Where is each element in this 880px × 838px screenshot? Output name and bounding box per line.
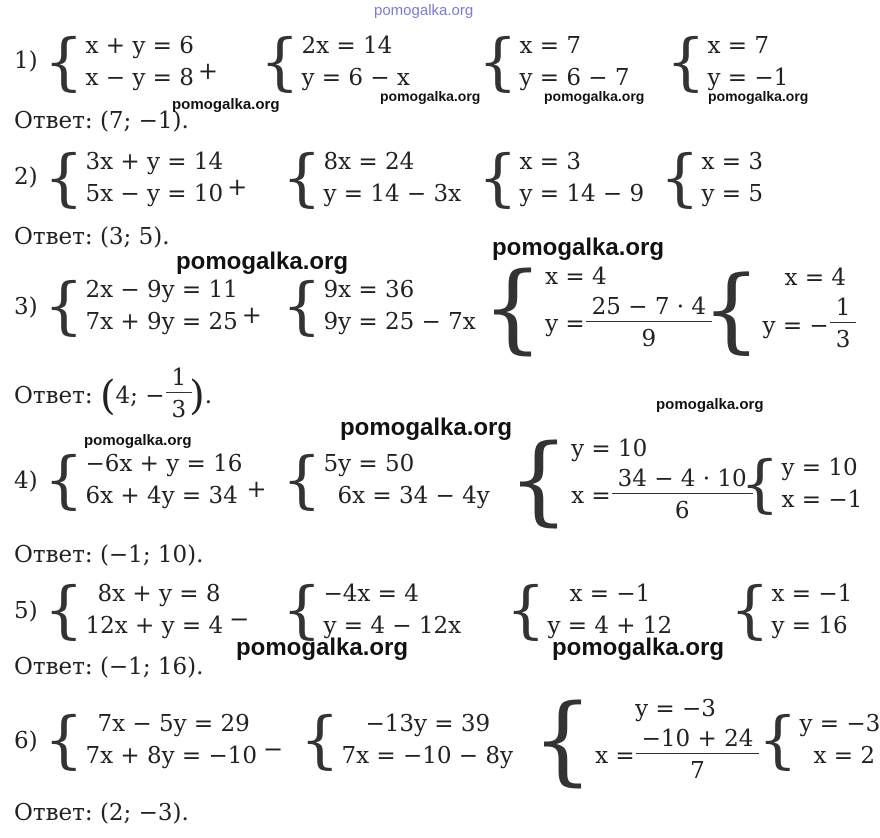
brace-icon: { [44,25,84,98]
problem-3-system-3: { x = 4 y = $\frac{25 - 7 \cdot 4}{9}$ [482,260,709,356]
watermark: pomogalka.org [492,234,665,261]
watermark-top: pomogalka.org [374,2,474,19]
problem-5-number: 5) [14,598,38,624]
problem-1-system-3: { x = 7 y = 6 − 7 [478,25,630,98]
problem-6-system-4: { y = −3 x = 2 [758,703,880,776]
watermark: pomogalka.org [176,248,349,275]
problem-1-system-2: { 2x = 14 y = 6 − x [260,25,410,98]
problem-4-system-2: { 5y = 50 6x = 34 − 4y [282,443,490,516]
problem-5-system-1: { 8x + y = 8 12x + y = 4 − [44,573,250,646]
problem-3-system-4: { x = 4 y = − $\frac{1}{3}$ [702,262,853,357]
problem-6-system-1: { 7x − 5y = 29 7x + 8y = −10 − [44,703,284,776]
fraction: $\frac{25 - 7 \cdot 4}{9}$ [589,293,709,356]
problem-6-number: 6) [14,728,38,754]
answer-3: Ответ: ( 4; − $\frac{1}{3}$ ) . [14,364,212,427]
answer-2: Ответ: (3; 5). [14,224,170,250]
fraction: $\frac{-10 + 24}{7}$ [639,725,757,788]
problem-3-number: 3) [14,294,38,320]
problem-4-number: 4) [14,468,38,494]
fraction: $\frac{1}{3}$ [833,294,854,357]
watermark: pomogalka.org [656,396,764,413]
problem-2-system-4: { x = 3 y = 5 [660,141,763,214]
problem-2-system-1: { 3x + y = 14 5x − y = 10 + [44,141,248,214]
problem-2-system-2: { 8x = 24 y = 14 − 3x [282,141,462,214]
problem-5-system-4: { x = −1 y = 16 [730,573,853,646]
problem-1-system-4: { x = 7 y = −1 [666,25,789,98]
problem-5-system-2: { −4x = 4 y = 4 − 12x [282,573,462,646]
watermark: pomogalka.org [172,96,280,113]
problem-5-system-3: { x = −1 y = 4 + 12 [506,573,673,646]
watermark: pomogalka.org [340,414,513,441]
watermark: pomogalka.org [84,432,192,449]
watermark: pomogalka.org [380,88,481,104]
problem-3-system-2: { 9x = 36 9y = 25 − 7x [282,269,476,342]
watermark: pomogalka.org [236,634,409,661]
fraction: $\frac{1}{3}$ [169,364,190,427]
fraction: $\frac{34 - 4 \cdot 10}{6}$ [615,465,750,528]
problem-3-system-1: { 2x − 9y = 11 7x + 9y = 25 + [44,269,262,342]
answer-6: Ответ: (2; −3). [14,800,189,826]
problem-6-system-2: { −13y = 39 7x = −10 − 8y [300,703,514,776]
watermark: pomogalka.org [552,634,725,661]
problem-4-system-1: { −6x + y = 16 6x + 4y = 34 + [44,443,267,516]
problem-2-system-3: { x = 3 y = 14 − 9 [478,141,645,214]
problem-4-system-4: { y = 10 x = −1 [740,447,863,520]
answer-4: Ответ: (−1; 10). [14,542,204,568]
problem-6-system-3: { y = −3 x = $\frac{-10 + 24}{7}$ [532,692,756,788]
answer-1: Ответ: (7; −1). [14,108,189,134]
watermark: pomogalka.org [544,88,645,104]
watermark: pomogalka.org [708,88,809,104]
problem-2-number: 2) [14,164,38,190]
answer-5: Ответ: (−1; 16). [14,654,204,680]
problem-1-number: 1) [14,48,38,74]
problem-1-system-1: { x + y = 6 x − y = 8 + [44,25,218,98]
problem-4-system-3: { y = 10 x = $\frac{34 - 4 \cdot 10}{6}$ [508,432,750,528]
